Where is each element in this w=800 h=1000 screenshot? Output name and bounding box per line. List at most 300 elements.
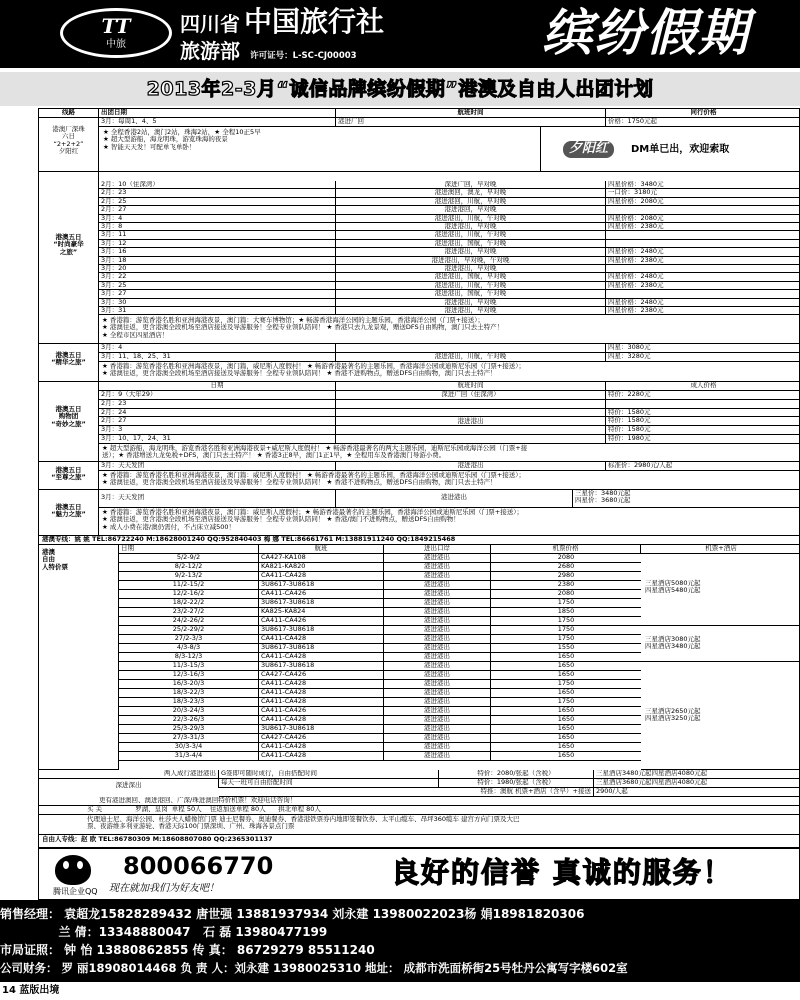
free-flight-cell: CA411-CA428 [259, 752, 384, 761]
note-line: ★ 超大型游船，海龙明珠，游览香港名胜和亚洲海港夜景+威尼斯人度假村！ ★ 畅游香港最著名的两大主题乐园，迪斯尼乐园或海洋公园（门票+接 [102, 444, 528, 452]
free-price-cell: 2980 [491, 572, 641, 581]
table-row [99, 426, 800, 435]
price-cell [606, 400, 800, 409]
header-price: 同行价格 [606, 109, 799, 118]
table-row [119, 572, 641, 581]
flight-cell: 港进港出，川航，午对晚 [336, 282, 606, 290]
free-flight-cell: KA825-KA824 [259, 608, 384, 617]
table-row [119, 752, 641, 761]
special-c-row [219, 788, 800, 797]
price-cell: 特价：2280元 [606, 391, 800, 400]
essence-notes [99, 362, 800, 382]
page-number: 14 蓝版出境 [2, 985, 60, 996]
table-row [99, 248, 800, 256]
table-row [119, 599, 641, 608]
price-cell: 四星价格：2380元 [606, 223, 800, 231]
free-flight-cell: 3U8617-3U8618 [259, 662, 384, 671]
hotel-line: 四星酒店3480元起 [645, 642, 701, 651]
free-head-flight: 航班 [259, 545, 384, 554]
free-head-hotel: 机票+酒店 [641, 545, 800, 554]
free-route-cell: 港进港出 [384, 725, 491, 734]
free-date-cell: 12/2-16/2 [119, 590, 259, 599]
date-cell: 3月：20 [99, 265, 336, 273]
flight-cell: 港进港出，川航，午对晚 [336, 353, 606, 362]
table-row [99, 181, 800, 189]
hotel-group-2 [641, 626, 800, 662]
date-cell: 3月：3 [99, 426, 336, 435]
table-row [99, 344, 800, 353]
route-line: 购物团 [58, 412, 79, 421]
sunset-row [99, 118, 800, 127]
price-cell: 四星价格：2380元 [606, 282, 800, 290]
table-row [119, 716, 641, 725]
price-cell: 四星价格：2480元 [606, 273, 800, 281]
free-route-cell: 港进港出 [384, 554, 491, 563]
route-charm [39, 490, 99, 536]
special-b-mid: 每天一班可自由搭配时间 [219, 779, 439, 788]
free-flight-cell: 3U8617-3U8618 [259, 644, 384, 653]
table-row [99, 409, 800, 418]
free-route-cell: 港进港出 [384, 743, 491, 752]
flight-cell [336, 417, 606, 426]
table-row [119, 590, 641, 599]
free-flight-cell: CA427-KA108 [259, 554, 384, 563]
wonder-head [99, 382, 800, 391]
price-cell: 四星价格：2080元 [606, 198, 800, 206]
sunset-badge [541, 127, 800, 172]
note-line: 送）；★ 香港增送九龙免税+DFS，澳门只去土特产！ ★ 香港3正8早，澳门1正1早，★ 全程用车及香港澳门导游小费。 [102, 451, 446, 460]
charm-prices [573, 490, 800, 508]
flight-cell: 港进港出，早对晚 [336, 265, 606, 273]
table-row [99, 417, 800, 426]
table-row [119, 635, 641, 644]
header-date: 出团日期 [99, 109, 336, 118]
footer-line: 销售经理： 袁超龙15828289432 唐世强 13881937934 刘永建 13980022023杨 娟18981820306 [0, 907, 585, 921]
note-line: ★ 成人小费在港/澳仍需付，不占床立减500！ [102, 522, 235, 531]
table-row [99, 391, 800, 400]
special-a-mid: G签即可随时成行，自由搭配时间 [219, 770, 439, 779]
table-row [99, 307, 800, 315]
table-row [119, 689, 641, 698]
price-cell: 价格：1750元起 [606, 118, 800, 127]
header-flight: 航班时间 [336, 109, 606, 118]
flight-cell: 港进港出，早对晚 [336, 248, 606, 256]
special-a-hotel: 三星酒店3480元起四星酒店4080元起 [594, 770, 799, 779]
free-price-cell: 1650 [491, 734, 641, 743]
table-row [99, 198, 800, 206]
special-e: 买 关 罗湖、皇岗 单程 50人 往返加送单程 80人 拱北单程 80人 [39, 806, 800, 815]
route-fashion [39, 172, 99, 344]
free-flight-cell: 3U8617-3U8618 [259, 626, 384, 635]
free-date-cell: 22/3-26/3 [119, 716, 259, 725]
table-row [99, 353, 800, 362]
special-c-mid: 特推：澳航 机票+酒店（含早）+接送 [219, 788, 594, 797]
special-f-line: 票、夜游维多利亚游轮、香港天际100门票深圳、广州、珠海各景点门票 [87, 822, 295, 831]
table-row [119, 671, 641, 680]
free-route-cell: 港进港出 [384, 752, 491, 761]
contact-bar [38, 848, 800, 900]
feature-line: ★ 超大型游船，海龙明珠，游览珠海的夜景 [103, 135, 228, 144]
note-line: ★ 香港篇：游览香港名胜和亚洲海港夜景，澳门篇，威尼斯人度假村！ ★ 畅游香港最著名的主题乐园，香港海洋公园或迪斯尼乐园（门票+接送）； [102, 362, 526, 370]
free-route-cell: 港进港出 [384, 581, 491, 590]
note-line: ★ 港澳往返，更含港澳全段机场至酒店接送及导游服务！全程专业领队陪同！ ★ 香港不进购物点，赠送DFS自由购物，澳门只去土特产！ [102, 478, 497, 487]
route-wonder [39, 382, 99, 462]
price-cell [606, 231, 800, 239]
free-price-cell: 1650 [491, 707, 641, 716]
free-date-cell: 20/3-24/3 [119, 707, 259, 716]
add-friend-slogan: 现在就加我们为好友吧！ [109, 883, 219, 894]
price-line: 四星价：3680元起 [575, 496, 631, 505]
wonder-flight-merged: 港进港出 [336, 399, 606, 444]
table-row [99, 215, 800, 223]
free-head-price: 机票价格 [491, 545, 641, 554]
flight-cell: 港进港出，国航，午对晚 [336, 290, 606, 298]
price-cell: 四星价格：2480元 [606, 299, 800, 307]
route-line: “魅力之旅” [51, 510, 86, 519]
free-route-cell: 港进港出 [384, 689, 491, 698]
note-line: ★ 港澳往返，更含港澳全段机场至酒店接送及导游服务！全程专业领队陪同！ ★ 香港不进购物点，赠送DFS自由购物，澳门只去土特产！ [102, 369, 497, 378]
free-date-cell: 25/2-29/2 [119, 626, 259, 635]
free-date-cell: 12/3-16/3 [119, 671, 259, 680]
free-route-cell: 港进港出 [384, 572, 491, 581]
special-f [39, 815, 800, 835]
free-head-date: 日期 [119, 545, 259, 554]
free-route-cell: 港进港出 [384, 599, 491, 608]
free-price-cell: 1650 [491, 716, 641, 725]
feature-line: ★ 智能天天发！可配单飞单卧！ [103, 142, 196, 151]
table-row [99, 290, 800, 298]
flight-cell: 港进港出，国航，早对晚 [336, 273, 606, 281]
page-title: 2013年2-3月“诚信品牌缤纷假期”港澳及自由人出团计划 [146, 78, 654, 100]
footer-line: 兰 倩：13348880047 石 磊 13980477199 [0, 925, 328, 939]
price-cell: 特价：1580元 [606, 426, 800, 435]
table-row [119, 743, 641, 752]
header-route: 线路 [39, 109, 99, 118]
agency-dept: 旅游部 [180, 39, 240, 64]
free-flight-cell: 3U8617-3U8618 [259, 581, 384, 590]
note-line: ★ 香港篇：游览香港名胜和亚洲海港夜景，澳门篇：威尼斯人度假村；★ 畅游香港最著名的主题乐园，香港海洋公园或迪斯尼乐园（门票+接送）； [102, 508, 523, 516]
free-date-cell: 11/2-15/2 [119, 581, 259, 590]
table-row [99, 282, 800, 290]
date-cell: 2月：27 [99, 206, 336, 214]
hotel-line: 三星酒店2650元起 [645, 707, 701, 715]
table-row [119, 725, 641, 734]
free-route-cell: 港进港出 [384, 680, 491, 689]
flight-cell: 港进港出，川航，午对晚 [336, 215, 606, 223]
route-line: 夕阳红 [58, 147, 79, 156]
free-price-cell: 1750 [491, 698, 641, 707]
table-row [99, 257, 800, 265]
price-cell: 特价：1580元 [606, 409, 800, 418]
special-b-row [39, 779, 799, 788]
wonder-head-date: 日期 [99, 382, 336, 391]
date-cell: 3月：12 [99, 240, 336, 248]
free-flight-cell: CA411-CA426 [259, 617, 384, 626]
special-b-price: 特价：1980/张起（含税） [439, 779, 594, 788]
price-cell: 四星价格：2080元 [606, 215, 800, 223]
note-line: ★ 港澳往返，更含港澳全段机场至酒店接送及导游服务！全程专业领队陪同！ ★ 香港只去九龙景观，赠送DFS自由购物，澳门只去土特产！ [102, 323, 504, 332]
table-row [119, 617, 641, 626]
free-route-cell: 港进港出 [384, 590, 491, 599]
supreme-row [99, 462, 800, 471]
price-cell [606, 206, 800, 214]
route-essence [39, 344, 99, 382]
date-cell: 3月：11 [99, 231, 336, 239]
qq-number[interactable]: 800066770 [123, 852, 274, 880]
price-cell: 四星：3080元 [606, 344, 800, 353]
hotel-line: 四星酒店5480元起 [645, 586, 701, 595]
free-date-cell: 9/2-13/2 [119, 572, 259, 581]
free-flight-cell: CA411-CA428 [259, 680, 384, 689]
table-row [119, 707, 641, 716]
free-price-cell: 1650 [491, 743, 641, 752]
route-line: “奇妙之旅” [51, 419, 86, 428]
flight-cell: 港进港出，早对晚 [336, 307, 606, 315]
free-flight-cell: CA411-CA428 [259, 689, 384, 698]
special-c-price: 2900/人起 [594, 788, 800, 797]
free-flight-cell: 3U8617-3U8618 [259, 599, 384, 608]
qq-penguin-icon [55, 855, 91, 885]
flight-cell: 港进港回，早对晚 [336, 206, 606, 214]
flight-cell: 港进厂回 [336, 118, 606, 127]
free-price-cell: 1750 [491, 626, 641, 635]
company-logo [60, 8, 172, 58]
free-flight-cell: CA427-CA426 [259, 671, 384, 680]
flight-cell [336, 344, 606, 353]
table-row [119, 734, 641, 743]
date-cell: 2月：24 [99, 409, 336, 418]
footer-line: 公司财务： 罗 丽18908014468 负 责 人：刘永建 13980025310 地址： 成都市洗面桥街25号牡丹公寓写字楼602室 [0, 961, 628, 975]
free-flight-cell: CA411-CA428 [259, 716, 384, 725]
label-line: 港澳 [42, 548, 55, 556]
agency-title: 中国旅行社 [244, 5, 385, 38]
date-cell: 2月：10（住深湾） [99, 181, 336, 189]
fashion-notes [99, 316, 800, 344]
hotel-line: 三星酒店3080元起 [645, 635, 701, 643]
free-price-cell: 1650 [491, 689, 641, 698]
route-line: 六日 [62, 132, 75, 141]
free-date-cell: 30/3-3/4 [119, 743, 259, 752]
free-date-cell: 11/3-15/3 [119, 662, 259, 671]
footer-line: 市局证照： 钟 怡 13880862855 传 真： 86729279 85511240 [0, 943, 375, 957]
route-line: 之旅” [59, 247, 78, 256]
price-cell: 四星价格：2380元 [606, 307, 800, 315]
hotline-hk-macau: 港澳专线：姚 姚 TEL:86722240 M:18628001240 QQ:952840403 梅 娜 TEL:86661761 M:13881911240 QQ:1849215468 [39, 536, 800, 545]
hotline-free-traveler: 自由人专线：赵 欧 TEL:86780309 M:18608807080 QQ:2365301137 [42, 835, 273, 843]
free-price-cell: 2380 [491, 581, 641, 590]
page-title-bar [0, 72, 800, 106]
table-row [119, 608, 641, 617]
free-date-cell: 5/2-9/2 [119, 554, 259, 563]
route-line: 港澳五日 [55, 466, 82, 474]
logo-letters: TT [101, 14, 131, 38]
free-flight-cell: KA821-KA820 [259, 563, 384, 572]
table-row [99, 206, 800, 214]
date-cell: 3月：31 [99, 307, 336, 315]
price-line: 三星价：3480元起 [575, 490, 631, 497]
charm-notes [99, 508, 800, 536]
logo-cn-text: 中旅 [106, 39, 126, 50]
price-cell: 一口价：3180元 [606, 189, 800, 197]
note-line: ★ 香港篇：游览香港名胜和亚洲海港夜景，澳门篇：大赛车博物馆；★ 畅游香港海洋公园的主题乐园，香港海洋公园（门票+接送）； [102, 316, 484, 324]
flight-cell [336, 400, 606, 409]
service-slogan: 良好的信誉 真诚的服务！ [391, 856, 733, 889]
free-date-cell: 8/2-12/2 [119, 563, 259, 572]
table-row [99, 265, 800, 273]
charm-date: 3月：天天发团 [99, 490, 336, 508]
wonder-head-price: 成人价格 [606, 382, 800, 391]
price-cell: 四星价格：2480元 [606, 248, 800, 256]
flight-cell [336, 435, 606, 444]
free-flight-cell: CA411-CA428 [259, 635, 384, 644]
free-date-cell: 18/2-22/2 [119, 599, 259, 608]
route-line: 港澳五日 [55, 351, 82, 359]
table-row [119, 698, 641, 707]
free-date-cell: 8/3-12/3 [119, 653, 259, 662]
route-line: “时尚豪华 [53, 240, 84, 249]
free-price-cell: 1650 [491, 725, 641, 734]
flight-cell [336, 409, 606, 418]
free-route-cell: 港进港出 [384, 608, 491, 617]
free-head-route: 进出口岸 [384, 545, 491, 554]
free-route-cell: 港进港出 [384, 617, 491, 626]
table-row [119, 581, 641, 590]
qq-label: 腾讯企业QQ [53, 887, 98, 896]
special-b-hotel: 三星酒店3680元起四星酒店4080元起 [594, 779, 799, 788]
special-d: 更有港进澳回、澳进港回、广深/珠进澳回特价机票！欢迎电话咨询！ [39, 797, 800, 806]
free-date-cell: 24/2-26/2 [119, 617, 259, 626]
table-row [119, 680, 641, 689]
free-price-cell: 1650 [491, 671, 641, 680]
route-line: “精华之旅” [51, 358, 86, 367]
free-date-cell: 18/3-23/3 [119, 698, 259, 707]
free-flight-cell: 3U8617-3U8618 [259, 725, 384, 734]
free-date-cell: 31/3-4/4 [119, 752, 259, 761]
special-a-left: 两人成行港进港出 [39, 770, 219, 779]
free-price-cell: 1550 [491, 644, 641, 653]
free-price-cell: 1650 [491, 752, 641, 761]
date-cell: 3月：25 [99, 282, 336, 290]
price-cell: 标准价：2980元/人起 [606, 462, 800, 471]
flight-cell: 港进港出，国航，午对晚 [336, 240, 606, 248]
route-line: “2+2+2” [53, 139, 84, 148]
route-line: 港澳厂深珠 [52, 125, 85, 133]
license-number: 许可证号：L-SC-CJ00003 [250, 51, 357, 62]
tour-schedule-table [38, 108, 800, 848]
free-head [119, 545, 800, 554]
free-price-cell: 1650 [491, 662, 641, 671]
flight-cell: 港进港出，早对晚，午对晚 [336, 257, 606, 265]
date-cell: 3月：11、18、25、31 [99, 353, 336, 362]
table-row [99, 189, 800, 197]
date-cell: 3月：16 [99, 248, 336, 256]
route-line: 港澳五日 [55, 233, 82, 241]
table-row [99, 240, 800, 248]
hotel-line: 四星酒店3250元起 [645, 714, 701, 723]
free-price-cell: 1750 [491, 680, 641, 689]
table-row [99, 299, 800, 307]
badge-script: 夕阳红 [563, 141, 614, 158]
agency-province: 四川省 [180, 12, 240, 36]
flight-cell: 港进港出，早对晚 [336, 299, 606, 307]
free-route-cell: 港进港出 [384, 626, 491, 635]
note-line: ★ 港澳往返，更含港澳全段机场至酒店接送及导游服务！全程专业领队陪同！ ★ 香港/澳门不进购物点，赠送DFS自由购物！ [102, 515, 460, 524]
special-b-left: 深进深出 [39, 779, 219, 788]
date-cell: 3月：30 [99, 299, 336, 307]
note-line: ★ 全程市区四星酒店！ [102, 330, 169, 339]
table-row [99, 273, 800, 281]
free-route-cell: 港进港出 [384, 563, 491, 572]
table-row [99, 435, 800, 444]
date-cell: 2月：9（大年29） [99, 391, 336, 400]
free-route-cell: 港进港出 [384, 644, 491, 653]
free-flight-cell: CA411-CA428 [259, 653, 384, 662]
charm-flight: 港进港出 [336, 490, 573, 508]
date-cell: 3月：18 [99, 257, 336, 265]
free-route-cell: 港进港出 [384, 662, 491, 671]
price-cell: 特价：1580元 [606, 417, 800, 426]
price-cell [606, 265, 800, 273]
flight-cell [336, 426, 606, 435]
wonder-head-flight: 航班时间 [336, 382, 606, 391]
flight-cell: 深进广回，早对晚 [336, 181, 606, 189]
hotel-group-1 [641, 554, 800, 626]
date-cell: 3月：每周1、4、5 [99, 118, 336, 127]
footer-contacts [0, 900, 800, 982]
label-line: 自由 [42, 555, 55, 564]
free-route-cell: 港进港出 [384, 698, 491, 707]
price-cell: 四星价格：2380元 [606, 257, 800, 265]
free-route-cell: 港进港出 [384, 635, 491, 644]
price-cell [606, 240, 800, 248]
table-row [119, 644, 641, 653]
date-cell: 3月：天天发团 [99, 462, 336, 471]
table-row [99, 400, 800, 409]
free-route-cell: 港进港出 [384, 707, 491, 716]
flight-cell: 深进广回（住深湾） [336, 391, 606, 400]
table-header-row [39, 109, 799, 118]
date-cell: 2月：27 [99, 417, 336, 426]
free-flight-cell: CA411-CA428 [259, 743, 384, 752]
free-route-cell: 港进港出 [384, 716, 491, 725]
free-flight-cell: CA411-CA426 [259, 707, 384, 716]
hotel-line: 三星酒店5080元起 [645, 579, 701, 587]
free-price-cell: 1750 [491, 617, 641, 626]
sunset-features [99, 127, 541, 172]
free-route-cell: 港进港出 [384, 734, 491, 743]
flight-cell: 港进港出，早对晚 [336, 223, 606, 231]
route-sunset [39, 118, 99, 172]
date-cell: 3月：10、17、24、31 [99, 435, 336, 444]
special-f-line: 代理迪士尼、海洋公园、杜莎夫人蜡像馆门票 迪士尼餐券、奥迪餐券、香港港铁票券内地即签餐饮券、太平山缆车、昂坪360缆车 建宫方向门票及大巴 [87, 815, 520, 823]
table-row [119, 554, 641, 563]
free-date-cell: 18/3-22/3 [119, 689, 259, 698]
flight-cell: 港进澳回，澳龙，早对晚 [336, 189, 606, 197]
price-cell: 四星：3280元 [606, 353, 800, 362]
date-cell: 2月：23 [99, 400, 336, 409]
route-line: “至尊之旅” [51, 473, 86, 482]
table-row [119, 662, 641, 671]
free-date-cell: 23/2-27/2 [119, 608, 259, 617]
flight-cell: 港进港回，川航，早对晚 [336, 198, 606, 206]
badge-text: DM单已出，欢迎索取 [631, 144, 730, 155]
flight-cell: 港进港出，川航，午对晚 [336, 231, 606, 239]
free-flight-cell: CA411-CA428 [259, 572, 384, 581]
free-price-cell: 1750 [491, 599, 641, 608]
price-cell [606, 290, 800, 298]
note-line: ★ 香港篇：游览香港名胜和亚洲海港夜景，澳门篇：威尼斯人度假村！ ★ 畅游香港最著名的主题乐园，香港海洋公园或迪斯尼乐园（门票+接送）； [102, 471, 526, 479]
free-price-cell: 2080 [491, 554, 641, 563]
